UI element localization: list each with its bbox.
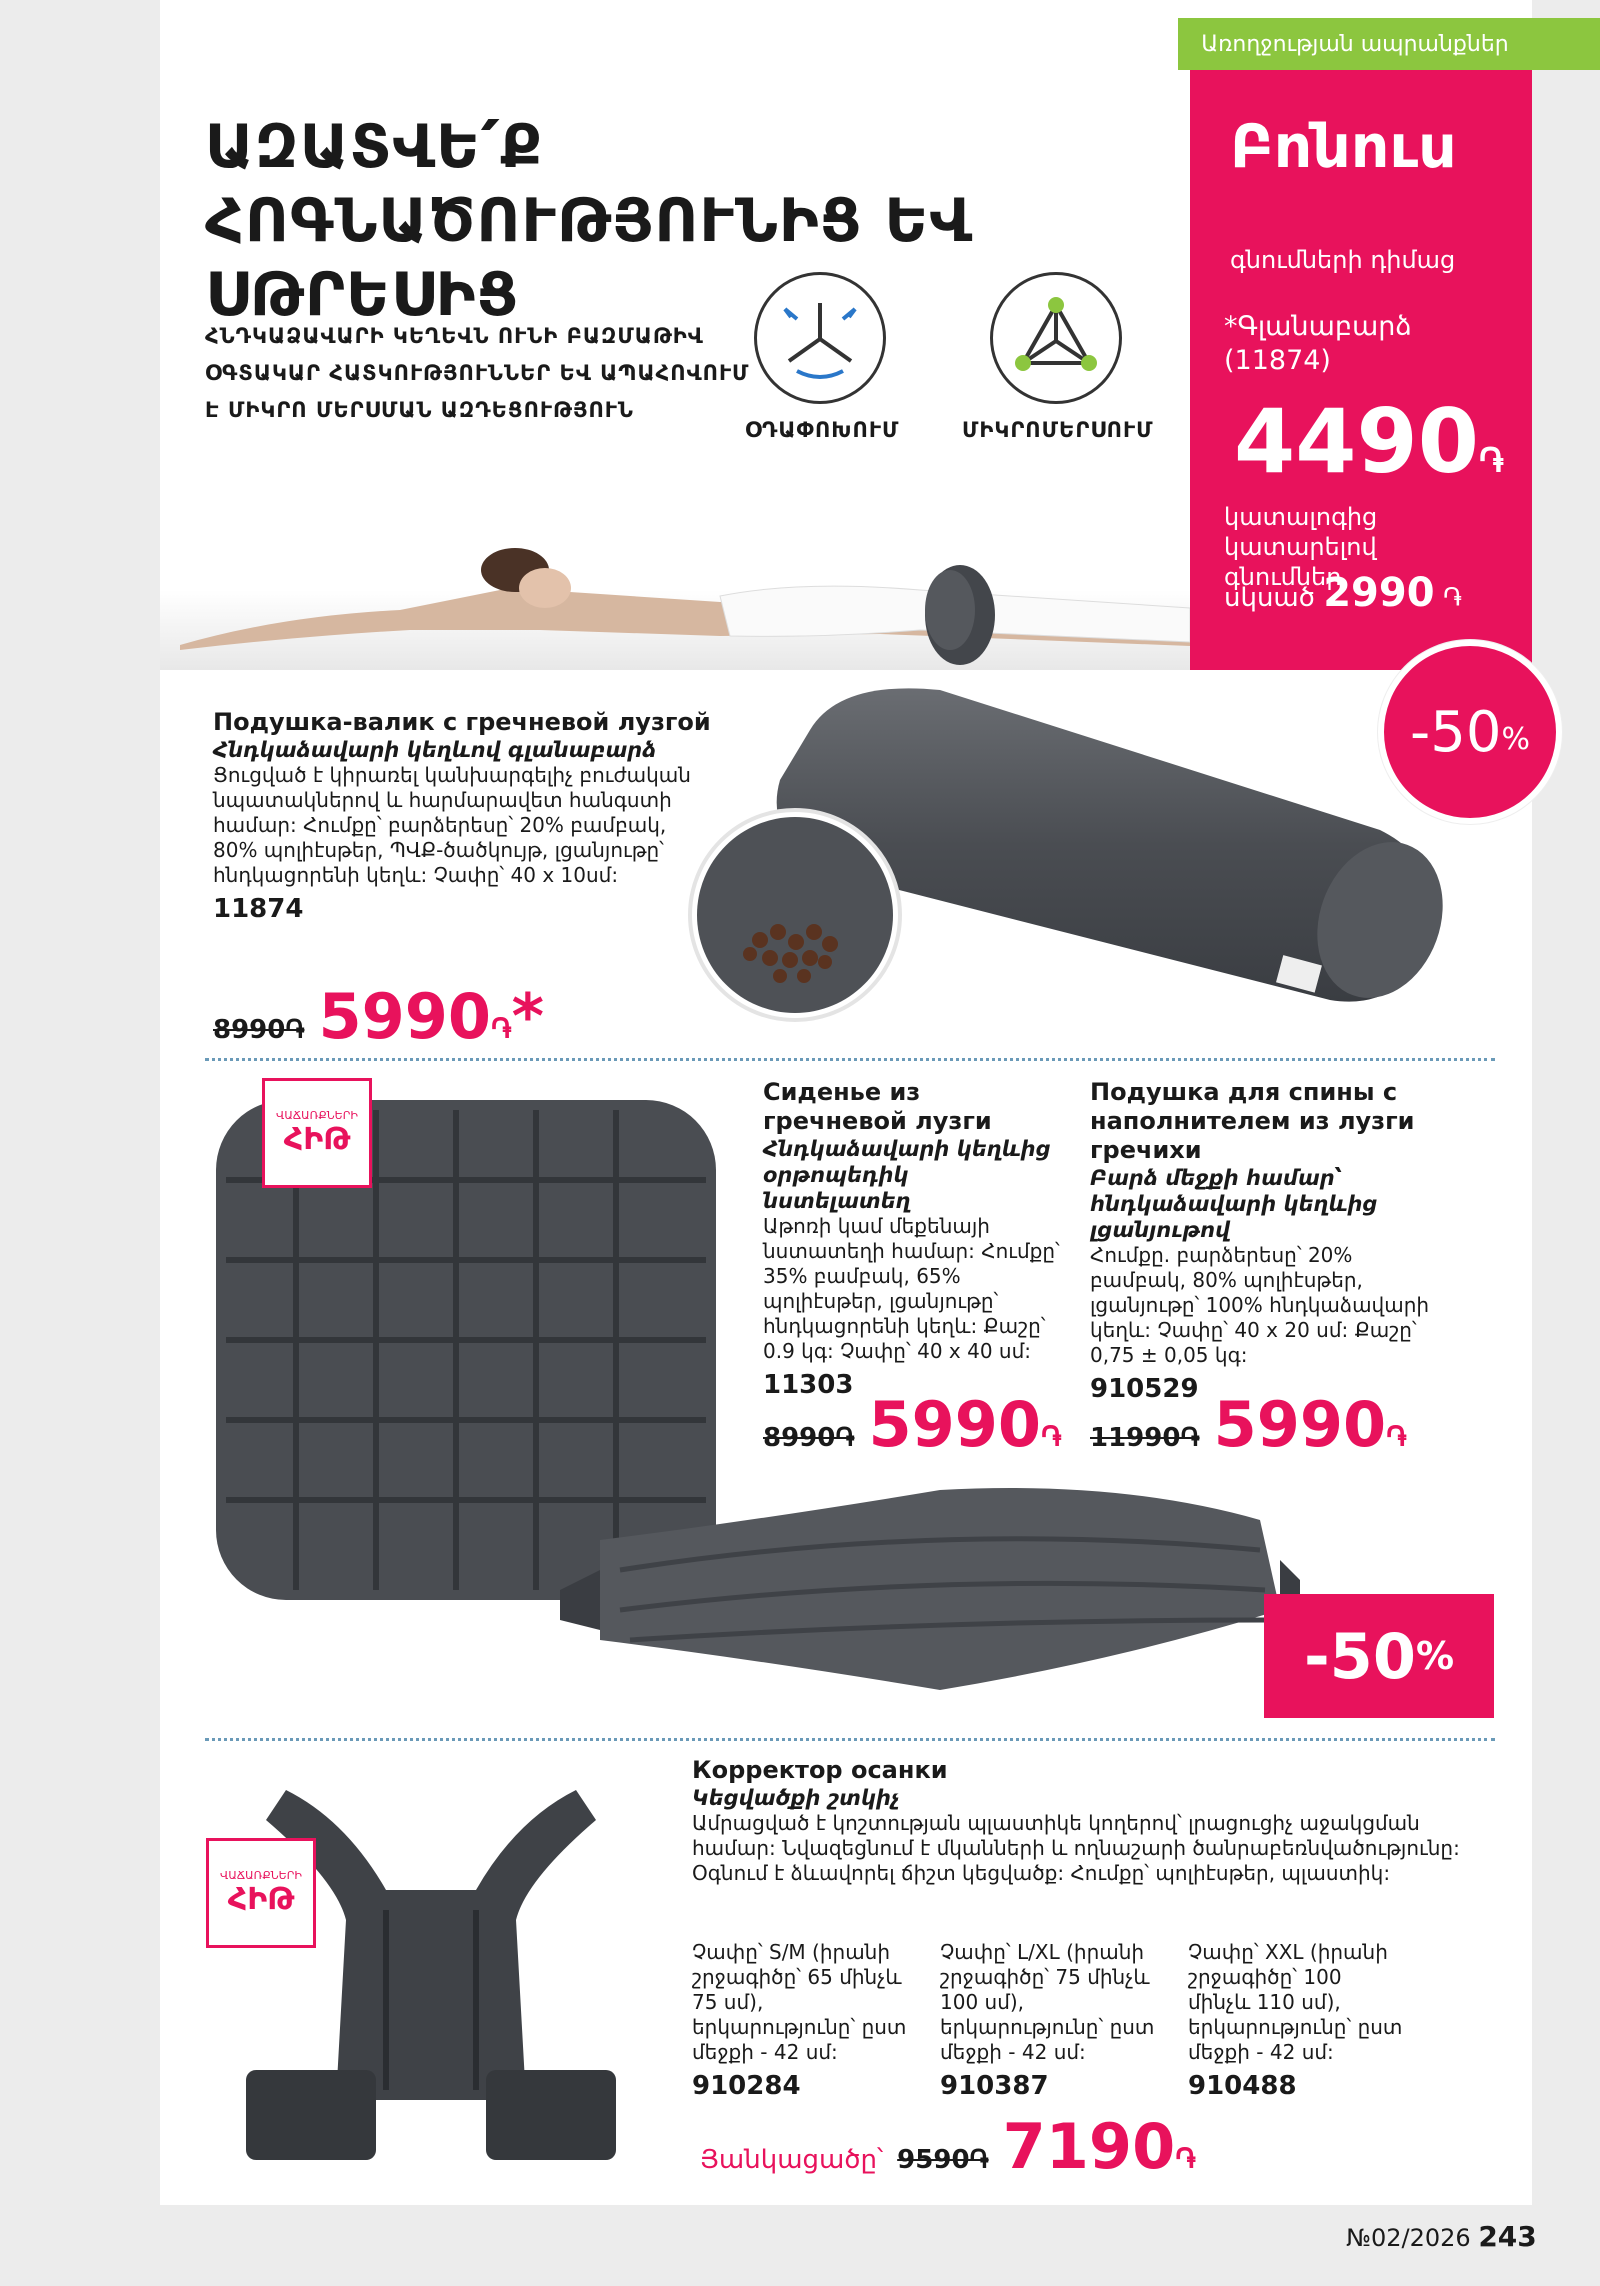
product-title: Подушка-валик с гречневой лузгой bbox=[213, 708, 711, 736]
bestseller-badge: ՎԱՃԱՌՔՆԵՐԻ ՀԻԹ bbox=[262, 1078, 372, 1188]
page-number: 243 bbox=[1478, 2220, 1537, 2253]
category-tab[interactable]: Առողջության ապրանքներ bbox=[1178, 18, 1532, 70]
product-bolster bbox=[213, 708, 713, 924]
page-headline: ԱԶԱՏՎԵ՛Ք ՀՈԳՆԱԾՈՒԹՅՈՒՆԻՑ ԵՎ ՍԹՐԵՍԻՑ bbox=[205, 112, 974, 330]
air-exchange-icon bbox=[754, 272, 886, 404]
size-option: Չափը՝ S/M (իրանի շրջագիծը՝ 65 մինչև 75 սմ), երկարությունը՝ ըստ մեջքի - 42 սմ: 910284 bbox=[692, 1940, 912, 2101]
bonus-panel bbox=[1190, 70, 1532, 670]
micro-massage-icon bbox=[990, 272, 1122, 404]
bonus-product: *Գլանաբարձ (11874) bbox=[1224, 311, 1412, 376]
page-subheadline: ՀՆԴԿԱՁԱՎԱՐԻ ԿԵՂԵՎՆ ՈՒՆԻ ԲԱԶՄԱԹԻՎ ՕԳՏԱԿԱՐ ՀԱՏԿՈՒԹՅՈՒՆՆԵՐ ԵՎ ԱՊԱՀՈՎՈՒՄ Է ՄԻԿՐՈ ՄԵՐՍՄԱՆ ԱԶԴԵՑՈՒԹՅՈՒՆ bbox=[205, 324, 750, 422]
product-posture-corrector bbox=[692, 1756, 1472, 1886]
product-seat-cushion-price bbox=[763, 1388, 1062, 1461]
bolster-pillow-image bbox=[680, 670, 1500, 1030]
bestseller-badge: ՎԱՃԱՌՔՆԵՐԻ ՀԻԹ bbox=[206, 1838, 316, 1948]
discount-rect-badge: -50 % bbox=[1264, 1594, 1494, 1718]
section-divider bbox=[205, 1058, 1495, 1061]
woman-on-bolster-photo bbox=[160, 440, 1190, 670]
new-price: 5990֏* bbox=[318, 980, 545, 1053]
bonus-title: Բոնուս bbox=[1230, 112, 1457, 182]
new-price: 5990֏ bbox=[1213, 1388, 1407, 1461]
product-subtitle: Կեցվածքի շտկիչ bbox=[692, 1786, 900, 1810]
new-price: 7190֏ bbox=[1002, 2110, 1196, 2183]
category-tab-extension bbox=[1532, 18, 1600, 70]
product-seat-cushion bbox=[763, 1078, 1063, 1400]
product-code: 910284 bbox=[692, 2071, 801, 2101]
product-code: 910488 bbox=[1188, 2071, 1297, 2101]
new-price: 5990֏ bbox=[868, 1388, 1062, 1461]
size-option: Չափը՝ XXL (իրանի շրջագիծը՝ 100 մինչև 110 սմ), երկարությունը՝ ըստ մեջքի - 42 սմ: 910488 bbox=[1188, 1940, 1408, 2101]
product-subtitle: Բարձ մեջքի համար՝ հնդկաձավարի կեղևից լցանյութով bbox=[1090, 1166, 1378, 1242]
section-divider bbox=[205, 1738, 1495, 1741]
back-pillow-image bbox=[560, 1460, 1300, 1710]
old-price: 8990֏ bbox=[213, 1015, 305, 1045]
product-code: 910529 bbox=[1090, 1374, 1199, 1404]
product-posture-corrector-price bbox=[700, 2110, 1196, 2183]
size-option: Չափը՝ L/XL (իրանի շրջագիծը՝ 75 մինչև 100 սմ), երկարությունը՝ ըստ մեջքի - 42 սմ: 910387 bbox=[940, 1940, 1160, 2101]
product-title: Сиденье из гречневой лузги bbox=[763, 1078, 992, 1135]
bonus-price: 4490֏ bbox=[1234, 390, 1504, 493]
old-price: 11990֏ bbox=[1090, 1423, 1200, 1453]
product-subtitle: Հնդկաձավարի կեղևից օրթոպեդիկ նստելատեղ bbox=[763, 1137, 1051, 1213]
old-price: 9590֏ bbox=[897, 2145, 989, 2175]
any-size-label: Յանկացածը՝ bbox=[700, 2145, 884, 2175]
product-bolster-price bbox=[213, 980, 544, 1053]
product-code: 11874 bbox=[213, 894, 304, 924]
size-options bbox=[692, 1940, 1492, 2101]
product-subtitle: Հնդկաձավարի կեղևով գլանաբարձ bbox=[213, 738, 657, 762]
bonus-from-price: սկսած 2990 ֏ bbox=[1224, 570, 1462, 616]
bonus-note: կատալոգից կատարելով գնումներ bbox=[1224, 503, 1378, 591]
product-back-pillow bbox=[1090, 1078, 1450, 1404]
page-footer bbox=[1346, 2220, 1537, 2253]
product-title: Подушка для спины с наполнителем из лузги гречихи bbox=[1090, 1078, 1415, 1164]
product-description: Հումքը. բարձերեսը՝ 20% բամբակ, 80% պոլիէսթեր, լցանյութը՝ 100% հնդկաձավարի կեղև: Չափը՝ 40 x 20 սմ: Քաշը՝ 0,75 ± 0,05 կգ: bbox=[1090, 1243, 1430, 1367]
posture-corrector-image bbox=[226, 1770, 636, 2180]
product-description: Ամրացված է կոշտության պլաստիկե կողերով՝ լրացուցիչ աջակցման համար: Նվազեցնում է մկանների և ողնաշարի ծանրաբեռնվածությունը: Օգնում է ձևավորել ճիշտ կեցվածք: Հումքը՝ պոլիէսթեր, պլաստիկ: bbox=[692, 1811, 1460, 1885]
product-description: Ցուցված է կիրառել կանխարգելիչ բուժական նպատակներով և հարմարավետ հանգստի համար: Հումքը՝ բարձերեսը՝ 20% բամբակ, 80% պոլիէսթեր, ՊՎՔ-ծածկույթ, լցանյութը՝ հնդկացորենի կեղև: Չափը՝ 40 x 10սմ: bbox=[213, 763, 691, 887]
product-code: 910387 bbox=[940, 2071, 1049, 2101]
old-price: 8990֏ bbox=[763, 1423, 855, 1453]
discount-circle-badge: -50 % bbox=[1378, 640, 1562, 824]
issue-number: №02/2026 bbox=[1346, 2224, 1471, 2252]
product-code: 11303 bbox=[763, 1370, 854, 1400]
feature-label-micro-massage: ՄԻԿՐՈՄԵՐՍՈՒՄ bbox=[962, 418, 1154, 442]
feature-label-air-exchange: ՕԴԱՓՈԽՈՒՄ bbox=[745, 418, 900, 442]
product-description: Աթոռի կամ մեքենայի նստատեղի համար: Հումքը՝ 35% բամբակ, 65% պոլիէսթեր, լցանյութը՝ հնդկացորենի կեղև: Քաշը՝ 0.9 կգ: Չափը՝ 40 x 40 սմ: bbox=[763, 1214, 1060, 1363]
product-title: Корректор осанки bbox=[692, 1756, 948, 1784]
product-back-pillow-price bbox=[1090, 1388, 1407, 1461]
bonus-subtitle: գնումների դիմաց bbox=[1230, 246, 1456, 274]
